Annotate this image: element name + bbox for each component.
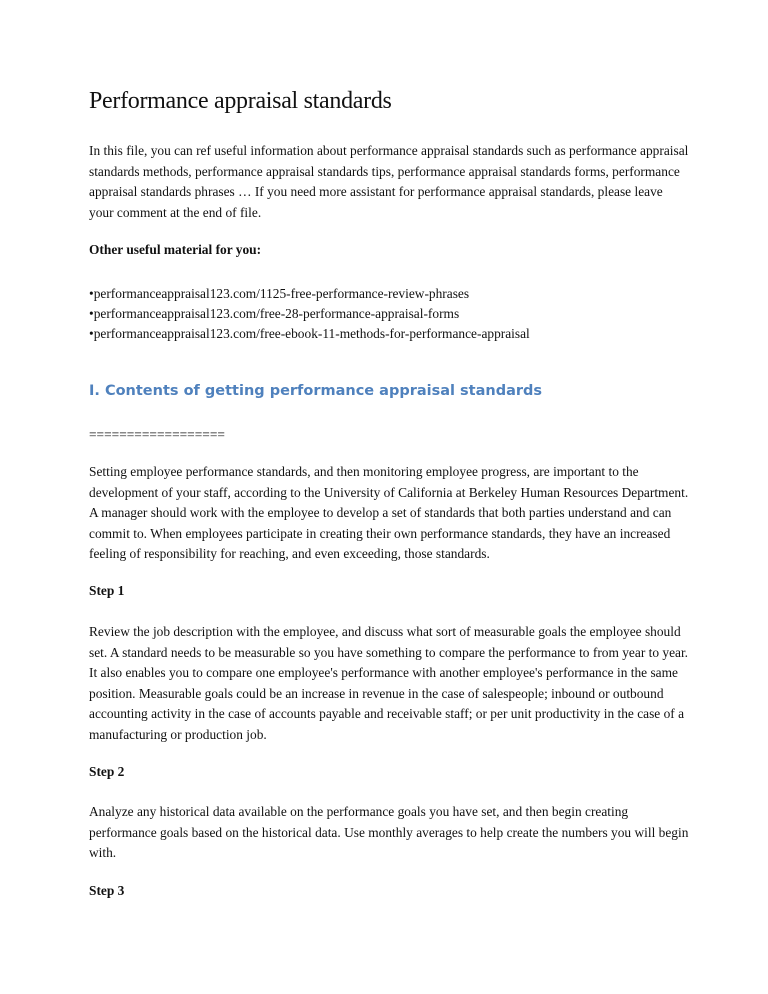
- intro-paragraph: In this file, you can ref useful information about performance appraisal standards such as performance appraisal standards methods, performance appraisal standards tips, performance appraisal standards forms, performance appraisal standards phrases … If you need more assistant for performance appraisal standards, please leave your comment at the end of file.: [89, 143, 689, 220]
- other-material-heading: Other useful material for you:: [89, 242, 262, 257]
- page-title: Performance appraisal standards: [89, 88, 392, 114]
- step-1-heading: Step 1: [89, 583, 125, 598]
- useful-link[interactable]: • performanceappraisal123.com/free-28-performance-appraisal-forms: [89, 304, 689, 324]
- step-2-heading: Step 2: [89, 764, 125, 779]
- step-1-text: Review the job description with the employee, and discuss what sort of measurable goals the employee should set. A standard needs to be measurable so you have something to compare the performance to from year to year. It also enables you to compare one employee's performance with another employee's performance in the same position. Measurable goals could be an increase in revenue in the case of salespeople; inbound or outbound accounting activity in the case of accounts payable and receivable staff; or per unit productivity in the case of a manufacturing or production job.: [89, 624, 689, 742]
- useful-link[interactable]: • performanceappraisal123.com/free-ebook-11-methods-for-performance-appraisal: [89, 324, 689, 344]
- setting-standards-paragraph: Setting employee performance standards, and then monitoring employee progress, are important to the development of your staff, according to the University of California at Berkeley Human Resources Department. A manager should work with the employee to develop a set of standards that both parties understand and can commit to. When employees participate in creating their own performance standards, they have an increased feeling of responsibility for reaching, and even exceeding, those standards.: [89, 464, 689, 561]
- step-2-text: Analyze any historical data available on the performance goals you have set, and then begin creating performance goals based on the historical data. Use monthly averages to help create the numbers you will begin with.: [89, 804, 689, 860]
- separator-line: ==================: [89, 427, 225, 442]
- useful-links-list: [89, 284, 689, 344]
- section-heading: I. Contents of getting performance appraisal standards: [89, 383, 543, 399]
- step-3-heading: Step 3: [89, 883, 125, 898]
- useful-link[interactable]: • performanceappraisal123.com/1125-free-performance-review-phrases: [89, 284, 689, 304]
